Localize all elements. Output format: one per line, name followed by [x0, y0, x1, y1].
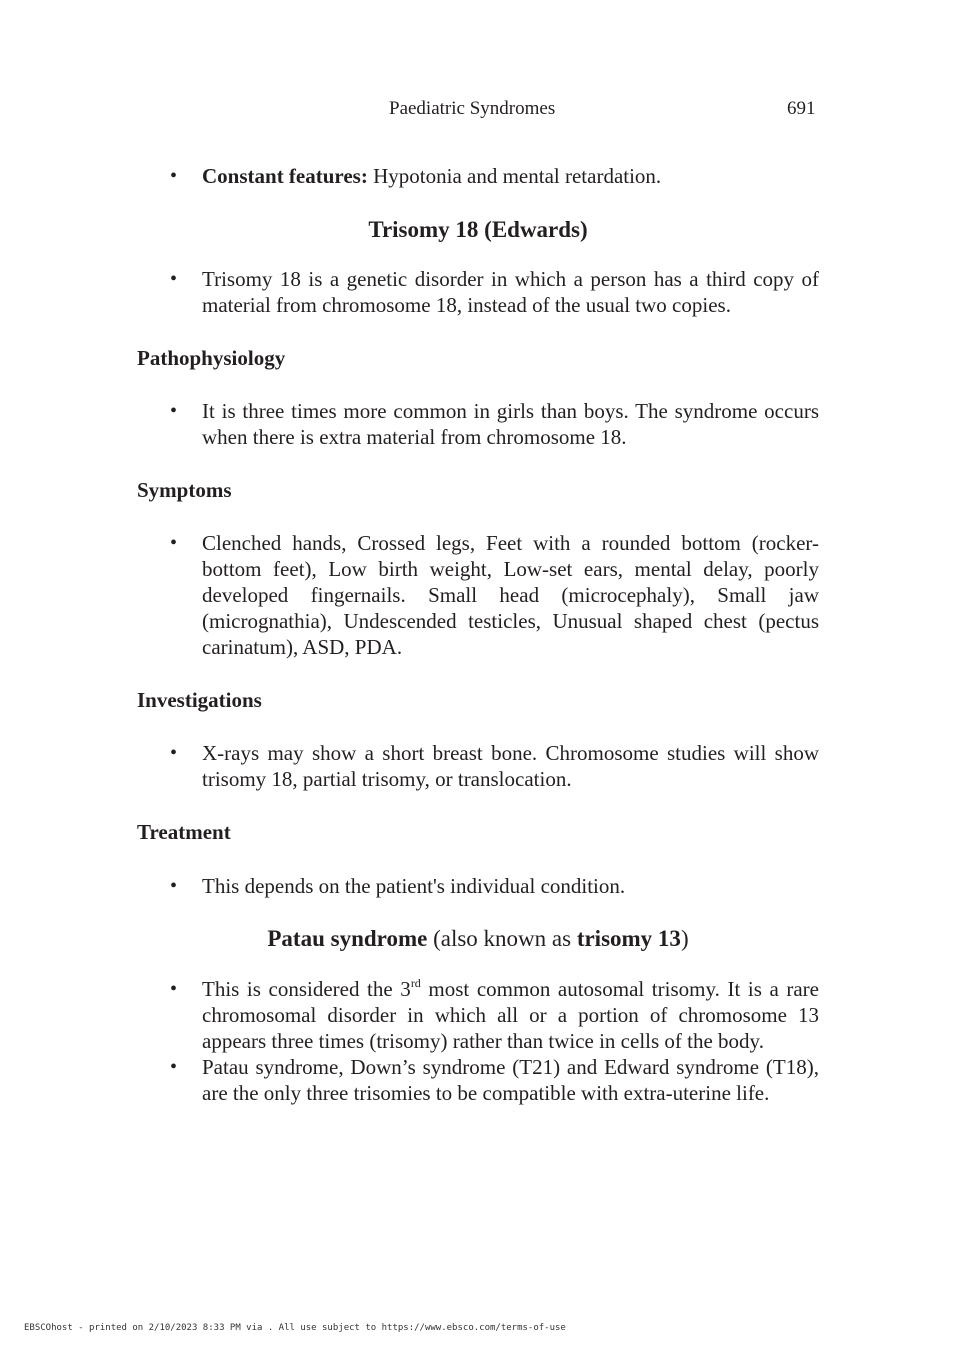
treatment-text: This depends on the patient's individual condition.	[202, 874, 626, 898]
list-item	[137, 740, 819, 792]
patau-block	[137, 976, 819, 1106]
bullet-icon: •	[170, 165, 178, 187]
pathophysiology-heading: Pathophysiology	[137, 346, 286, 370]
constant-features-block	[137, 163, 819, 189]
list-item	[137, 873, 819, 899]
running-head-title: Paediatric Syndromes	[389, 98, 556, 119]
list-item	[137, 163, 819, 189]
investigations-text: X-rays may show a short breast bone. Chromosome studies will show trisomy 18, partial trisomy, or translocation.	[202, 741, 819, 791]
patau-bullet-1	[202, 976, 819, 1054]
symptoms-heading: Symptoms	[137, 478, 232, 502]
bullet-icon: •	[170, 1056, 178, 1078]
patau-bullet-1-sup: rd	[410, 976, 421, 990]
trisomy18-intro-block	[137, 266, 819, 318]
list-item	[137, 398, 819, 450]
bullet-icon: •	[170, 532, 178, 554]
bullet-icon: •	[170, 268, 178, 290]
list-item	[137, 266, 819, 318]
patau-heading	[137, 925, 819, 953]
print-footer: EBSCOhost - printed on 2/10/2023 8:33 PM via . All use subject to https://www.ebsco.com/terms-of-use	[24, 1323, 566, 1333]
list-item	[137, 1054, 819, 1106]
treatment-heading: Treatment	[137, 820, 231, 844]
trisomy18-heading-text: Trisomy 18 (Edwards)	[368, 217, 588, 242]
list-item	[137, 530, 819, 660]
patau-heading-bold: Patau syndrome	[267, 926, 428, 951]
bullet-icon: •	[170, 875, 178, 897]
constant-features-label: Constant features:	[202, 164, 368, 188]
pathophysiology-block	[137, 398, 819, 450]
patau-heading-trisomy: trisomy 13	[576, 926, 681, 951]
bullet-icon: •	[170, 978, 178, 1000]
patau-bullet-2: Patau syndrome, Down’s syndrome (T21) and Edward syndrome (T18), are the only three trisomies to be compatible with extra-uterine life.	[202, 1055, 819, 1105]
symptoms-text: Clenched hands, Crossed legs, Feet with a rounded bottom (rocker-bottom feet), Low birth weight, Low-set ears, mental delay, poorly developed fingernails. Small head (microcephaly), Small jaw (micrognathia), Undescended testicles, Unusual shaped chest (pectus carinatum), ASD, PDA.	[202, 531, 819, 659]
treatment-block	[137, 873, 819, 899]
trisomy18-intro: Trisomy 18 is a genetic disorder in which a person has a third copy of material from chromosome 18, instead of the usual two copies.	[202, 267, 819, 317]
investigations-block	[137, 740, 819, 792]
patau-bullet-1-post: most common autosomal trisomy. It is a rare chromosomal disorder in which all or a portion of chromosome 13 appears three times (trisomy) rather than twice in cells of the body.	[202, 977, 819, 1053]
patau-heading-close: )	[680, 926, 689, 951]
bullet-icon: •	[170, 400, 178, 422]
bullet-icon: •	[170, 742, 178, 764]
constant-features-text: Hypotonia and mental retardation.	[367, 164, 662, 188]
list-item	[137, 976, 819, 1054]
patau-bullet-1-pre: This is considered the 3	[202, 977, 411, 1001]
investigations-heading: Investigations	[137, 688, 262, 712]
patau-heading-aka: (also known as	[427, 926, 577, 951]
trisomy18-heading	[137, 216, 819, 244]
pathophysiology-text: It is three times more common in girls than boys. The syndrome occurs when there is extra material from chromosome 18.	[202, 399, 819, 449]
page-number: 691	[787, 98, 816, 119]
symptoms-block	[137, 530, 819, 660]
